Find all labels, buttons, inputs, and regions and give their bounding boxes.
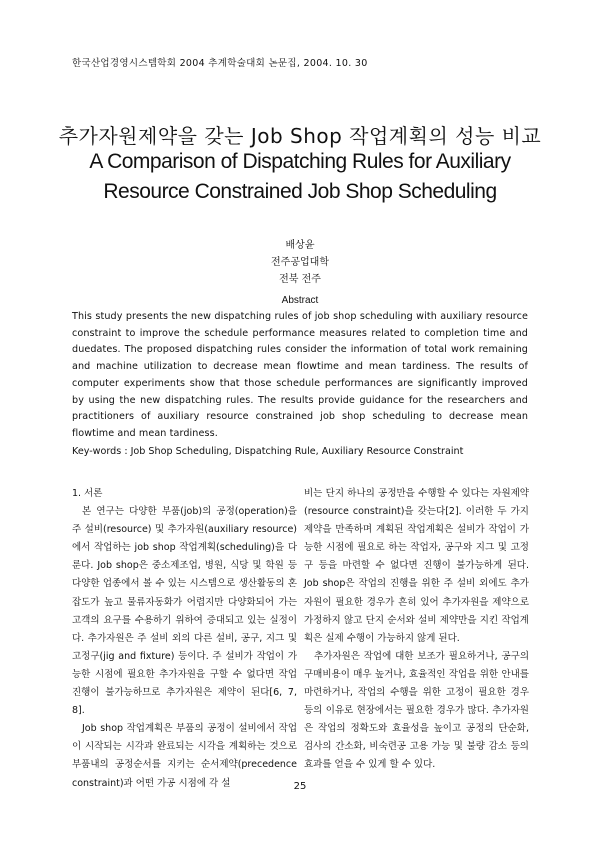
section-heading: 1. 서론: [72, 488, 103, 499]
author-name: 배상윤: [285, 240, 315, 251]
english-title-line1: A Comparison of Dispatching Rules for Auxiliary: [89, 150, 511, 173]
page-number: 25: [293, 781, 307, 792]
korean-title: 추가자원제약을 갖는 Job Shop 작업계획의 성능 비교: [58, 124, 542, 148]
paragraph: 비는 단지 하나의 공정만을 수행할 수 있다는 자원제약(resource constraint)을 갖는다[2]. 이러한 두 가지 제약을 만족하며 계획된 작업계획은 설비가 작업이 가능한 시점에 필요로 하는 작업자, 공구와 지그 및 고정구 등을 마련할 수 없다면 진행이 불가능하게 된다. Job shop은 작업의 진행을 위한 주 설비 외에도 추가자원이 필요한 경우가 흔히 있어 추가자원을 제약으로 가정하지 않고 단지 순서와 설비 제약만을 지킨 작업계획은 실제 수행이 가능하지 않게 된다.: [304, 488, 529, 644]
paragraph: Job shop 작업계획은 부품의 공정이 설비에서 작업이 시작되는 시각과 완료되는 시각을 계획하는 것으로 부품내의 공정순서를 지키는 순서제약(precedence constraint)과 어떤 가공 시점에 각 설: [72, 723, 297, 789]
body-left-column: [72, 485, 297, 793]
paragraph: 추가자원은 작업에 대한 보조가 필요하거나, 공구의 구매비용이 매우 높거나, 효율적인 작업을 위한 안내를 마련하거나, 작업의 수행을 위한 고정이 필요한 경우 등의 이유로 현장에서는 필요한 경우가 많다. 추가자원은 작업의 정확도와 효율성을 높이고 공정의 단순화, 검사의 간소화, 비숙련공 고용 가능 및 불량 감소 등의 효과를 얻을 수 있게 할 수 있다.: [304, 650, 529, 771]
abstract-text: This study presents the new dispatching rules of job shop scheduling with auxiliary resource constraint to improve the schedule performance measures related to completion time and duedates. The proposed dispatching rules consider the information of total work remaining and machine utilization to decrease mean flowtime and mean tardiness. The results of computer experiments show that those schedule performances are significantly improved by using the new dispatching rules. The results provide guidance for the researchers and practitioners of auxiliary resource constrained job shop scheduling to decrease mean flowtime and mean tardiness.: [72, 311, 528, 439]
conference-header: 한국산업경영시스템학회 2004 추계학술대회 논문집, 2004. 10. 30: [72, 58, 368, 69]
body-right-column: [304, 485, 529, 775]
abstract-heading: Abstract: [281, 295, 319, 306]
author-location: 전북 전주: [279, 274, 321, 285]
english-title-line2: Resource Constrained Job Shop Scheduling: [103, 180, 497, 203]
paragraph: 본 연구는 다양한 부품(job)의 공정(operation)을 주 설비(resource) 및 추가자원(auxiliary resource)에서 작업하는 job shop 작업계획(scheduling)을 다룬다. Job shop은 중소제조업, 병원, 식당 및 학원 등 다양한 업종에서 볼 수 있는 시스템으로 생산활동의 혼잡도가 높고 물류자동화가 어렵지만 다양화되어 가는 고객의 요구를 수용하기 위하여 증대되고 있는 실정이다. 추가자원은 주 설비 외의 다른 설비, 공구, 지그 및 고정구(jig and fixture) 등이다. 주 설비가 작업이 가능한 시점에 필요한 추가자원을 구할 수 없다면 작업 진행이 불가능하므로 추가자원은 제약이 된다[6, 7, 8].: [72, 506, 297, 717]
keywords: Key-words : Job Shop Scheduling, Dispatching Rule, Auxiliary Resource Constraint: [72, 446, 464, 457]
author-affiliation: 전주공업대학: [271, 257, 329, 268]
